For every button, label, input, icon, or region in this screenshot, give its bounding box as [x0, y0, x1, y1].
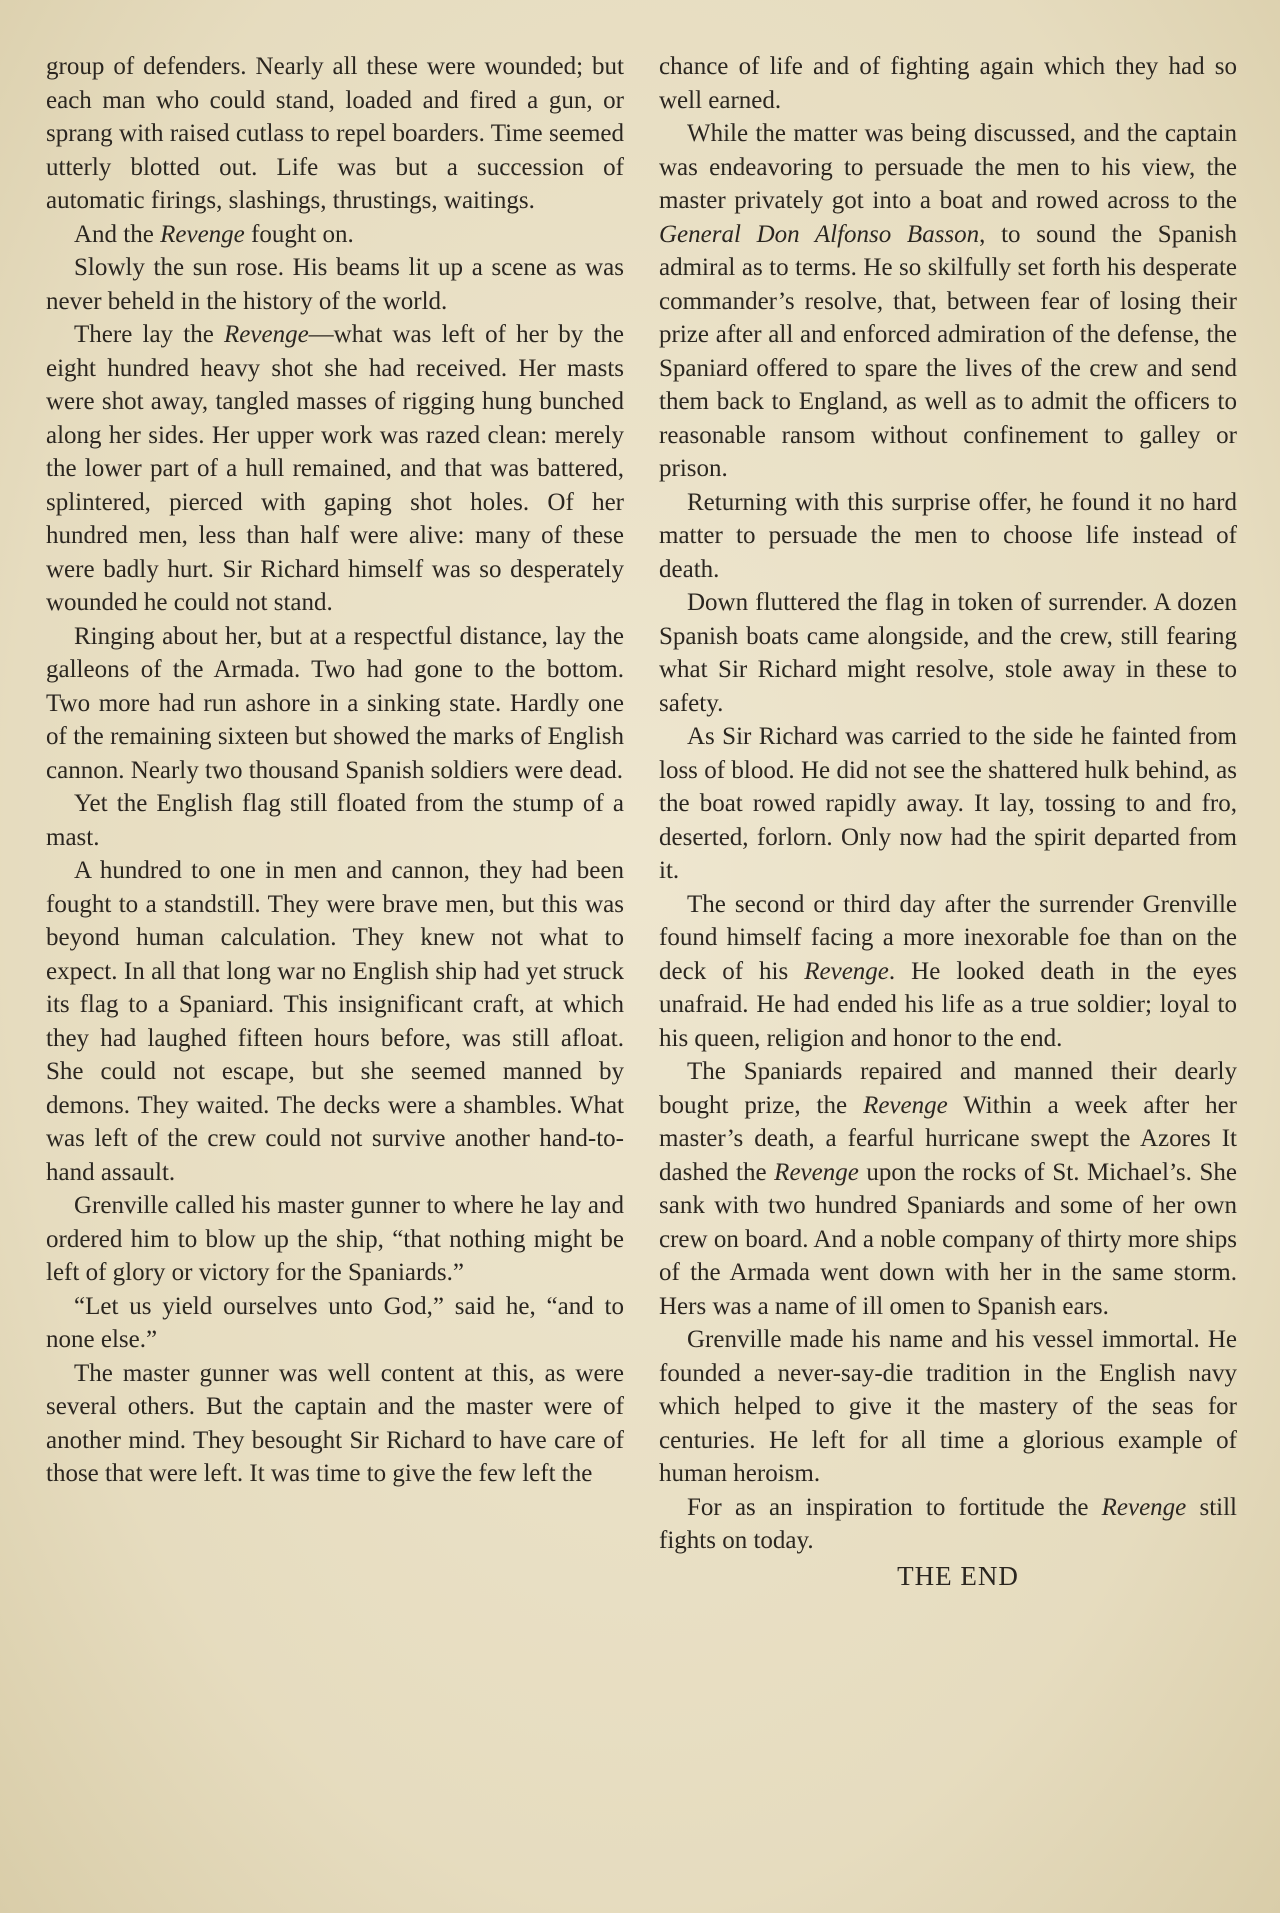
text-run: Grenville made his name and his vessel immortal. He founded a never-say-die tradition in the English navy which helped to give it the mastery of the seas for centuries. He left for all time a glorious example of human heroism.: [659, 1326, 1237, 1487]
paragraph: [46, 854, 624, 1189]
paragraph: [659, 888, 1237, 1056]
paragraph: [46, 251, 624, 318]
paragraph: [46, 318, 624, 620]
left-text-column: [46, 50, 624, 1491]
italic-text: Revenge: [774, 1158, 859, 1186]
text-run: Ringing about her, but at a respectful distance, lay the galleons of the Armada. Two had gone to the bottom. Two more had run ashore in a sinking state. Hardly one of the remaining sixteen but showed the marks of English cannon. Nearly two thousand Spanish soldiers were dead.: [46, 622, 624, 784]
text-run: . He looked death in the eyes unafraid. He had ended his life as a true soldier; loyal to his queen, religion and honor to the end.: [659, 957, 1237, 1052]
right-text-column: [659, 50, 1237, 1593]
paragraph: [659, 1055, 1237, 1323]
text-run: The Spaniards repaired and manned their dearly bought prize, the: [659, 1058, 1237, 1119]
italic-text: General Don Alfonso Basson: [659, 220, 980, 248]
paragraph: [46, 218, 624, 252]
text-run: Down fluttered the flag in token of surrender. A dozen Spanish boats came alongside, and the crew, still fearing what Sir Richard might resolve, stole away in these to safety.: [659, 589, 1237, 717]
text-run: Slowly the sun rose. His beams lit up a scene as was never beheld in the history of the world.: [46, 254, 624, 315]
text-run: still fights on today.: [659, 1493, 1238, 1554]
text-run: Returning with this surprise offer, he found it no hard matter to persuade the men to choose life instead of death.: [659, 488, 1237, 583]
text-run: For as an inspiration to fortitude the: [687, 1493, 1102, 1521]
text-run: A hundred to one in men and cannon, they had been fought to a standstill. They were brave men, but this was beyond human calculation. They knew not what to expect. In all that long war no English ship had yet struck its flag to a Spaniard. This insignificant craft, at which they had laughed fifteen hours before, was still afloat. She could not escape, but she seemed manned by demons. They waited. The decks were a shambles. What was left of the crew could not survive another hand-to-hand assault.: [46, 857, 624, 1186]
paragraph: [46, 50, 624, 218]
paragraph: [659, 117, 1237, 486]
italic-text: Revenge: [863, 1091, 948, 1119]
text-run: As Sir Richard was carried to the side he fainted from loss of blood. He did not see the shattered hulk behind, as the boat rowed rapidly away. It lay, tossing to and fro, deserted, forlorn. Only now had the spirit departed from it.: [659, 723, 1237, 884]
text-run: “Let us yield ourselves unto God,” said he, “and to none else.”: [46, 1292, 624, 1353]
text-run: upon the rocks of St. Michael’s. She sank with two hundred Spaniards and some of her own crew on board. And a noble company of thirty more ships of the Armada went down with her in the same storm. Hers was a name of ill omen to Spanish ears.: [659, 1158, 1237, 1320]
paragraph: [659, 720, 1237, 888]
text-run: Within a week after her master’s death, a fearful hurricane swept the Azores It dashed the: [659, 1091, 1237, 1186]
paragraph: [659, 1323, 1237, 1491]
paragraph: [46, 1189, 624, 1290]
text-run: chance of life and of fighting again which they had so well earned.: [659, 53, 1237, 114]
italic-text: Revenge: [1101, 1493, 1187, 1521]
text-run: Grenville called his master gunner to where he lay and ordered him to blow up the ship, “that nothing might be left of glory or victory for the Spaniards.”: [46, 1192, 624, 1286]
text-run: fought on.: [244, 220, 354, 248]
text-run: The master gunner was well content at this, as were several others. But the captain and the master were of another mind. They besought Sir Richard to have care of those that were left. It was time to give the few left the: [46, 1359, 624, 1487]
italic-text: Revenge: [224, 321, 309, 348]
text-run: And the: [74, 220, 161, 248]
italic-text: Revenge: [160, 220, 245, 248]
italic-text: Revenge: [804, 957, 889, 985]
paragraph: [46, 620, 624, 788]
text-run: Yet the English flag still floated from the stump of a mast.: [46, 790, 624, 851]
paragraph: [659, 586, 1237, 720]
paragraph: [659, 486, 1237, 587]
paragraph: [659, 50, 1237, 117]
text-run: group of defenders. Nearly all these were wounded; but each man who could stand, loaded and fired a gun, or sprang with raised cutlass to repel boarders. Time seemed utterly blotted out. Life was but a succession of automatic firings, slashings, thrustings, waitings.: [46, 53, 624, 214]
text-run: , to sound the Spanish admiral as to terms. He so skilfully set forth his desperate commander’s resolve, that, between fear of losing their prize after all and enforced admiration of the defense, the Spaniard offered to spare the lives of the crew and send them back to England, as well as to admit the officers to reasonable ransom without confinement to galley or prison.: [659, 220, 1237, 482]
text-run: The second or third day after the surrender Grenville found himself facing a more inexorable foe than on the deck of his: [659, 890, 1237, 985]
text-run: While the matter was being discussed, and the captain was endeavoring to persuade the men to his view, the master privately got into a boat and rowed across to the: [659, 120, 1237, 214]
text-run: There lay the: [74, 321, 225, 348]
paragraph: [46, 787, 624, 854]
paragraph: [46, 1357, 624, 1491]
text-run: —what was left of her by the eight hundred heavy shot she had received. Her masts were shot away, tangled masses of rigging hung bunched along her sides. Her upper work was razed clean: merely the lower part of a hull remained, and that was battered, splintered, pierced with gaping shot holes. Of her hundred men, less than half were alive: many of these were badly hurt. Sir Richard himself was so desperately wounded he could not stand.: [46, 321, 625, 616]
paragraph: [46, 1290, 624, 1357]
paragraph: [659, 1491, 1237, 1558]
the-end-label: THE END: [897, 1560, 1019, 1591]
